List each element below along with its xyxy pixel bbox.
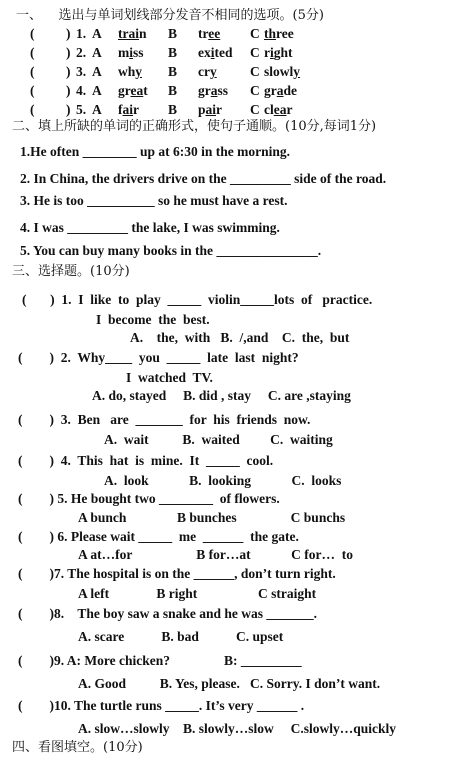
answer-paren-close: ) xyxy=(66,26,71,41)
option-c-word-pre: r xyxy=(264,45,270,60)
option-b-letter: B xyxy=(168,64,178,79)
option-a-word-pre: f xyxy=(118,102,123,117)
option-b-letter: B xyxy=(168,102,178,117)
option-c-letter: C xyxy=(250,102,260,117)
option-c-word xyxy=(264,45,293,61)
option-a-word-post: n xyxy=(139,26,147,41)
fill-blank-pre: 1.He often xyxy=(20,144,83,159)
option-b-word xyxy=(198,26,220,42)
option-c-word-post: ght xyxy=(273,45,293,60)
q6-options: A at…for B for…at C for… to xyxy=(78,547,353,562)
fill-blank-item xyxy=(20,144,290,160)
option-b-word-u: i xyxy=(210,45,215,60)
fill-blank-pre: 5. You can buy many books in the xyxy=(20,243,217,258)
q10-stem: ( )10. The turtle runs _____. It’s very ______ . xyxy=(18,698,305,713)
option-b-word-post: r xyxy=(216,102,223,117)
option-b-word xyxy=(198,64,217,80)
q2-stem: ( ) 2. Why____ you _____ late last night? xyxy=(18,350,299,365)
option-c-letter: C xyxy=(250,83,260,98)
option-c-word xyxy=(264,64,300,80)
q8-stem: ( )8. The boy saw a snake and he was _______. xyxy=(18,606,318,621)
option-a-word xyxy=(118,64,142,80)
option-c-word-u: i xyxy=(270,45,274,60)
option-a-letter: A xyxy=(92,83,102,98)
option-a-letter: A xyxy=(92,26,102,41)
option-c-letter: C xyxy=(250,64,260,79)
q8-options: A. scare B. bad C. upset xyxy=(78,629,284,644)
fill-blank-item xyxy=(20,171,386,187)
fill-blank-pre: 3. He is too xyxy=(20,193,88,208)
option-c-word-u: ea xyxy=(273,102,287,117)
option-b-word-pre: tr xyxy=(198,26,209,41)
option-a-word-u: ai xyxy=(122,102,134,117)
fill-blank-pre: 4. I was xyxy=(20,220,68,235)
option-b-word xyxy=(198,83,228,99)
option-b-word-pre: gr xyxy=(198,83,211,98)
option-b-word-pre: cr xyxy=(198,64,210,79)
question-number: 4. xyxy=(76,83,87,98)
fill-blank-blank[interactable]: _______________ xyxy=(216,243,318,258)
section3-title: 三、选择题。(10分) xyxy=(12,264,130,279)
option-c-word xyxy=(264,83,297,99)
answer-paren-close: ) xyxy=(66,83,71,98)
q9-stem: ( )9. A: More chicken? B: _________ xyxy=(18,653,302,668)
option-b-letter: B xyxy=(168,45,178,60)
q6-stem: ( ) 6. Please wait _____ me ______ the gate. xyxy=(18,529,299,544)
option-c-word-pre: cl xyxy=(264,102,274,117)
fill-blank-item xyxy=(20,220,280,236)
q2-options: A. do, stayed B. did , stay C. are ,staying xyxy=(92,388,351,403)
option-a-word-pre: gr xyxy=(118,83,131,98)
q10-options: A. slow…slowly B. slowly…slow C.slowly…quickly xyxy=(78,721,397,736)
option-b-word-u: y xyxy=(209,64,217,79)
option-a-letter: A xyxy=(92,64,102,79)
fill-blank-blank[interactable]: _________ xyxy=(230,171,291,186)
option-b-word-pre: p xyxy=(198,102,206,117)
fill-blank-blank[interactable]: ________ xyxy=(82,144,137,159)
q4-stem: ( ) 4. This hat is mine. It _____ cool. xyxy=(18,453,274,468)
fill-blank-post: so he must have a rest. xyxy=(154,193,288,208)
option-a-letter: A xyxy=(92,45,102,60)
option-a-letter: A xyxy=(92,102,102,117)
option-c-word-u: a xyxy=(276,83,284,98)
q5-stem: ( ) 5. He bought two ________ of flowers. xyxy=(18,491,280,506)
fill-blank-post: up at 6:30 in the morning. xyxy=(136,144,291,159)
fill-blank-post: the lake, I was swimming. xyxy=(128,220,280,235)
fill-blank-blank[interactable]: __________ xyxy=(87,193,155,208)
option-c-word-pre: slowl xyxy=(264,64,294,79)
option-b-word-u: ee xyxy=(208,26,221,41)
fill-blank-post: . xyxy=(317,243,322,258)
option-c-word xyxy=(264,26,294,42)
section1-title: 一、 选出与单词划线部分发音不相同的选项。(5分) xyxy=(16,8,324,23)
answer-paren-close: ) xyxy=(66,102,71,117)
q4-options: A. look B. looking C. looks xyxy=(104,473,342,488)
option-c-word-post: r xyxy=(286,102,293,117)
option-a-word-u: ea xyxy=(130,83,144,98)
fill-blank-item xyxy=(20,193,288,209)
option-a-word xyxy=(118,102,139,118)
option-c-word-u: y xyxy=(293,64,301,79)
question-number: 5. xyxy=(76,102,87,117)
option-b-word-pre: ex xyxy=(198,45,211,60)
option-a-word xyxy=(118,26,147,42)
fill-blank-item xyxy=(20,243,321,259)
answer-paren-open: ( xyxy=(30,45,35,60)
option-a-word-post: t xyxy=(143,83,148,98)
q9-options: A. Good B. Yes, please. C. Sorry. I don’t want. xyxy=(78,676,381,691)
option-b-letter: B xyxy=(168,83,178,98)
option-a-word-pre: wh xyxy=(118,64,136,79)
option-b-word xyxy=(198,102,222,118)
q5-options: A bunch B bunches C bunchs xyxy=(78,510,346,525)
answer-paren-open: ( xyxy=(30,26,35,41)
q7-options: A left B right C straight xyxy=(78,586,317,601)
fill-blank-blank[interactable]: _________ xyxy=(67,220,129,235)
option-a-word-u: i xyxy=(129,45,134,60)
q3-stem: ( ) 3. Ben are _______ for his friends now. xyxy=(18,412,311,427)
section2-title: 二、填上所缺的单词的正确形式，使句子通顺。(10分,每词1分) xyxy=(12,119,377,134)
option-c-word-pre: gr xyxy=(264,83,277,98)
section4-title: 四、看图填空。(10分) xyxy=(12,740,143,755)
fill-blank-pre: 2. In China, the drivers drive on the xyxy=(20,171,231,186)
option-b-word-u: ai xyxy=(205,102,217,117)
option-a-word-pre: m xyxy=(118,45,130,60)
answer-paren-close: ) xyxy=(66,64,71,79)
option-b-word-post: ted xyxy=(214,45,233,60)
option-a-word xyxy=(118,83,148,99)
question-number: 3. xyxy=(76,64,87,79)
option-c-letter: C xyxy=(250,26,260,41)
option-a-word-u: y xyxy=(135,64,143,79)
option-a-word-post: ss xyxy=(133,45,144,60)
answer-paren-open: ( xyxy=(30,64,35,79)
q3-options: A. wait B. waited C. waiting xyxy=(104,432,333,447)
option-c-word-post: ree xyxy=(276,26,294,41)
option-c-word-u: th xyxy=(264,26,277,41)
q7-stem: ( )7. The hospital is on the ______, don’t turn right. xyxy=(18,566,336,581)
q1-stem: ( ) 1. I like to play _____ violin_____lots of practice. xyxy=(22,292,373,307)
answer-paren-open: ( xyxy=(30,102,35,117)
option-c-word xyxy=(264,102,293,118)
option-c-letter: C xyxy=(250,45,260,60)
answer-paren-close: ) xyxy=(66,45,71,60)
option-b-word xyxy=(198,45,233,61)
option-a-word-post: r xyxy=(133,102,140,117)
q1-stem-cont: I become the best. xyxy=(96,312,210,327)
answer-paren-open: ( xyxy=(30,83,35,98)
option-a-word xyxy=(118,45,144,61)
fill-blank-post: side of the road. xyxy=(290,171,387,186)
q1-options: A. the, with B. /,and C. the, but xyxy=(130,330,350,345)
option-a-word-u: trai xyxy=(118,26,139,41)
q2-stem-cont: I watched TV. xyxy=(126,370,213,385)
option-b-word-post: ss xyxy=(217,83,229,98)
option-c-word-post: de xyxy=(283,83,297,98)
option-b-word-u: a xyxy=(210,83,218,98)
question-number: 1. xyxy=(76,26,87,41)
option-b-letter: B xyxy=(168,26,178,41)
question-number: 2. xyxy=(76,45,87,60)
